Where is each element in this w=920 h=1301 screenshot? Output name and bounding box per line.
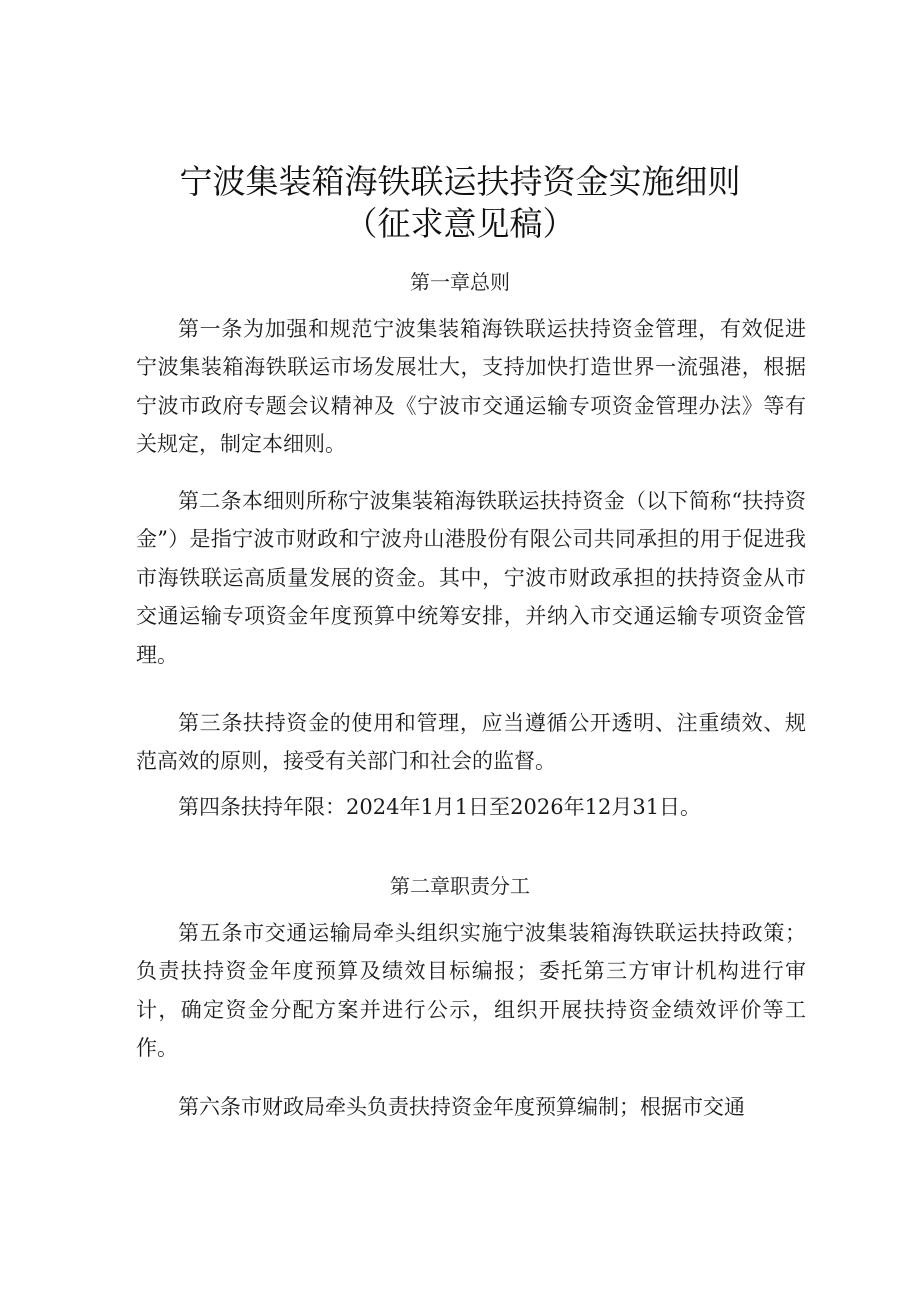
article-4: 第四条扶持年限：2024年1月1日至2026年12月31日。: [178, 795, 702, 819]
document-title: 宁波集装箱海铁联运扶持资金实施细则: [179, 162, 741, 201]
article-6: 第六条市财政局牵头负责扶持资金年度预算编制；根据市交通: [178, 1095, 745, 1119]
chapter-heading-2: 第二章职责分工: [390, 874, 530, 898]
article-2: 第二条本细则所称宁波集装箱海铁联运扶持资金（以下简称“扶持资金”）是指宁波市财政和宁波舟山港股份有限公司共同承担的用于促进我市海铁联运高质量发展的资金。其中，宁波市财政承担的扶持资金从市交通运输专项资金年度预算中统筹安排，并纳入市交通运输专项资金管理。: [136, 489, 806, 667]
article-5: 第五条市交通运输局牵头组织实施宁波集装箱海铁联运扶持政策；负责扶持资金年度预算及绩效目标编报；委托第三方审计机构进行审计，确定资金分配方案并进行公示，组织开展扶持资金绩效评价等工作。: [136, 921, 806, 1061]
chapter-heading-1: 第一章总则: [410, 270, 510, 294]
article-1: 第一条为加强和规范宁波集装箱海铁联运扶持资金管理，有效促进宁波集装箱海铁联运市场发展壮大，支持加快打造世界一流强港，根据宁波市政府专题会议精神及《宁波市交通运输专项资金管理办法》等有关规定，制定本细则。: [136, 317, 806, 457]
article-3: 第三条扶持资金的使用和管理，应当遵循公开透明、注重绩效、规范高效的原则，接受有关部门和社会的监督。: [136, 711, 806, 774]
document-subtitle: （征求意见稿）: [344, 204, 576, 243]
